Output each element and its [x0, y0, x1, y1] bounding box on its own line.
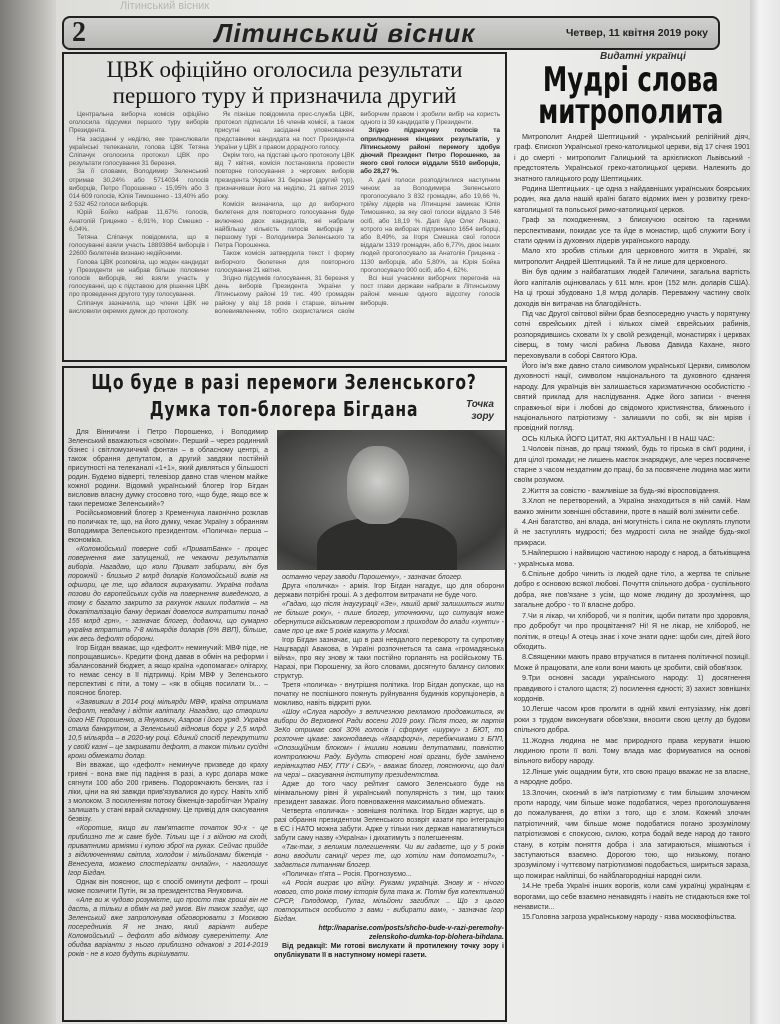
rubric-line: Точка — [466, 399, 494, 410]
paragraph: ОСЬ КІЛЬКА ЙОГО ЦИТАТ, ЯКІ АКТУАЛЬНІ І В НАШ ЧАС: — [522, 433, 715, 443]
paragraph: Ігор Бігдан зазначає, що в разі невдалого перевороту та супротиву Нацгвардії Авакова, в Україні розпочнеться та сама «громадянська війна», про яку знову ж таки постійно горланять на російському ТБ. Наразі, при Порошенку, за його словами, досягнуто балансу силових структур. — [274, 637, 504, 680]
headline-line-1: ЦВК офіційно оголосила результати — [106, 57, 463, 82]
headline-line-2: першого туру й призначила другий — [112, 83, 457, 108]
paragraph: Для Вінничини і Петро Порошенко, і Володимир Зеленський вважаються «своїми». Перший – через родинний бізнес і світломузичний фонтан – в обласному центрі, а також обрання депутатом, а другий завдяки постійній присутності на телеканалі «1+1», який дивляться у більшості родин. Будемо відверті, телевізор давно став членом майже кожної родини. Відомий український блогер Ігор Бігдан висловив власну думку стосовно того, «що буде, якщо все ж таки переможе Зеленський»? — [68, 429, 268, 508]
quote-item: 5.Найпершою і найвищою частиною народу є народ, а батьківщина - українська мова. — [514, 548, 750, 568]
paragraph: «Коломойський поверне собі «ПриватБанк» - процес повернення вже запущений, не чекаючи результатів виборів. Нагадаю, що коли Приват забирали, він був порожній - близько 2 млрд доларів Коломойський вивів на офшори, це те, що вдалося вирахувати. Україна подала позови до європейських судів на повернення виведеного, а тому є багато закрито за рахунок наших податків – на докапіталізацію банку державі довелося витратити понад 155 млрд грн», - зазначає блогер, додаючи, що сумарно україна втратить 7-8 мільярдів доларів (6% ВВП), більше, ніж весь дефолт оборони. — [68, 546, 268, 643]
left-column — [68, 428, 268, 1016]
caption-continuation: останню чергу заводи Порошенку», - зазначає блогер. — [282, 574, 463, 581]
paragraph: «Але ви ж чудово розумієте, що просто так гроші він не дасть, а тільки в обмін на ряд умов. Він також згадує, що Зеленський вже запропонував обговорювати з Москвою посередників. Я не знаю, який варіант вибере Коломойський – дефолт або відмову суверенітету. Але обидва варіанти з нього приблизно однакові з 2014-2019 років - не в кого будуть вирішувати. — [68, 897, 268, 958]
paragraph: Третя «поличка» - внутрішня політика. Ігор Бігдан допускає, що на початку не поспішного пожнуть руйнування будинків корупціонерів, а можливо, навіть відкриті руки. — [274, 682, 504, 707]
paragraph: «Так-так, з великим полегшенням. Чи ви гадаєте, що у 5 років вони вводили санкції через те, що хотіли нам допомогти?», - задається питанням блогер. — [274, 844, 504, 869]
blogger-photo — [277, 430, 505, 570]
rubric — [466, 399, 494, 423]
article-body — [69, 111, 500, 357]
paragraph: Окрім того, на підставі цього протоколу ЦВК від 7 квітня, комісія постановила провести повторне голосування з чергових виборів президента України 31 березня (другий тур), призначивши його на неділю, 21 квітня 2019 року. — [214, 152, 355, 201]
quote: «А Росія виграє цю війну. Руками українців. Знову ж - нічого нового, сто років тому історія була така ж. Потім був колективний СРСР, Голодомор, Гулаг, мільйони загиблих .. Що з цього повториться особисто з вами - вибирати вам», - зазначає Ігор Бігдан. — [274, 880, 504, 923]
quote-item: 8.Священики мають право втручатися в питання політичної позиції. Може й працювати, але коли вони мають це зробити, свій обов'язок. — [514, 652, 750, 672]
masthead — [62, 16, 720, 50]
side-rubric: Видатні українці — [600, 51, 686, 62]
newspaper-title: Літинський вісник — [214, 17, 476, 48]
paragraph: А далі голоси розподілилися наступним чином: за Володимира Зеленського проголосувало 3 832 громадян, або 19,66 %, трійку лідерів на Літинщині замикає Юлія Тимошенко, за яку свої голоси віддало 3 546 осіб, або 18,19 %. Далі йде Олег Ляшко, котрого на виборах підтримало 1654 виборці, або 8,49%, за Ігоря Смешка свої голоси віддали 1319 громадян, або 6,77%, двоє інших людей проголосувало за Анатолія Гриценка - 1130 виборців, або 5,80%, за Юрія Бойка проголосувало 900 осіб, або 4, 62%. — [360, 176, 500, 274]
paragraph: Граф за походженням, з блискучою освітою та гарними перспективами, покидає усе та йде в монастир, щоб служити Богу і стати одним із духовних лідерів українського народу. — [514, 215, 750, 246]
rubric-line: зору — [471, 411, 494, 422]
paragraph: За її словами, Володимир Зеленський отримав 30,24% або 5714034 голосів виборців, Петро Порошенко - 15,95% або 3 014 609 голосів, Юлія Тимошенко - 13,40% або 2 532 452 голоси виборців. — [69, 168, 209, 209]
paragraph: Всі інші учасники виборчих перегонів на пост глави держави набрали в Літинському районі менше одного відсотку голосів виборців. — [360, 275, 500, 307]
paragraph: Сліпачук зазначила, що члени ЦВК не висловили окремих думок до протоколу. — [69, 299, 209, 315]
paragraph: «Гадаю, що після інаугурації «Зе», нашій армії залишиться жити не більше року», - пише блогер, уточнюючи, що ситуація може обернутися військовим переворотом з приходом до влади «хунти» - саме про це вже 5 років кажуть у Москві. — [274, 601, 504, 635]
paragraph: Мало хто зробив стільки для церковного життя в Україні, як митрополит Андрей Шептицький. Та й не лише для церковного. — [514, 246, 750, 266]
quote-item: 14.Не треба Україні інших ворогів, коли самі українці українцям є ворогами, що себе взаємно ненавидять і навіть не стидаються вже тої ненависти... — [514, 881, 750, 912]
source-link[interactable]: http://naparise.com/posts/shcho-bude-v-razi-peremohy-zelenskoho-dumka-top-blohera-bihdana. — [318, 925, 504, 941]
paragraph: Ігор Бігдан вважає, що «дефолт» неминучий: МВФ піде, не попрощавшись». Кредити фонд давав в обмін на реформи і збалансований бюджет, а якщо країна «допомагає» олігарху, то немає сенсу в її підтримці. Крім МВФ у Зеленського перспективі є піти, а тому – «як в обіцяв посилати їх... – пояснює блогер. — [68, 645, 268, 697]
paragraph: Згідно підсумків голосування, 31 березня у день виборів Президента України у Літинському районі 19 тис. 490 громадян району у віці 18 років і старше, вільним волевиявленням, тобто скористалися своїм виборчим правом і зробили вибір на користь одного із 39 кандидатів у Президенти. — [214, 111, 500, 315]
paragraph: «Коротше, якщо ви пам'ятаєте початок 90-х - це приблизно те ж саме буде. Тільки ще і з війною на сході, приватними арміями і купою зброї на руках. Сейчас прийде з відключеннями світла, холодом і мільйонами біженців - Венесуела, можемо спостерігати онлайн», - наголошує Ігор Бігдан. — [68, 825, 268, 877]
paragraph: Його ім'я вже давно стало символом української Церкви, символом духовності нації, символом національного та духовного єднання народу. Для українців він залишається харизматичною особистістю - святий приклад для наслідування. Адже його записи - вчення справжньої віри і любові до свідомого християнства, ближнього і національного патріотизму - залишили по собі, як він мріяв і провідний погляд. — [514, 360, 750, 433]
paragraph: «Шоу «Слуга народу» з величезною рекламою продовжиться, як вибори до Верховної Ради восени 2019 року. Після того, як партія ЗеКо отримає свої 30% голосів і сформує «шурку» з БЮТ, то розпочне цікаве: законодавець «Кварфорчі», перебіжчиками з БПП, «Опозиційним блоком» і іншими новими депутатами, повністю контролюючи Раду. Будуть створені нові органи, буде замінено керівництво НБУ, ГПУ і СБУ», - вважає блогер, пояснюючи, що далі на черзі – скасування інституту президентства. — [274, 709, 504, 779]
paragraph: «Заявивши в 2014 році мільярди МВФ, країна отримала дефолт, невдачу і відтік капіталу. Нагадаю, що створили його НЕ Порошенко, а Янукович, Азаров і його уряд. Україна стала банкрутом, а Зеленський відновив борг у 2,5 млрд. 10,5 мільярда – в 2020-му році. Єдиний спосіб перекрутити у своїй казні – це закривати дефолт, а також тільки сусідні кроки обмежати долар. — [68, 699, 268, 760]
editorial-note: Ми готові вислухати й протилежну точку зору і опублікувати її в наступному номері газети. — [274, 943, 504, 959]
editorial-label: Від редакції: — [282, 943, 328, 950]
adjacent-page-right — [746, 0, 780, 1024]
paragraph: Центральна виборча комісія офіційно оголосила підсумки першого туру виборів Президента. — [69, 111, 209, 135]
quote-item: 11.Жодна людина не має природного права керувати іншою людиною проти її волі. Тому влада має формуватися на основі вільного вибору народу. — [514, 735, 750, 766]
paragraph: Юрій Бойко набрав 11,67% голосів, Анатолій Гриценко - 6,91%, Ігор Смешко - 6,04%. — [69, 209, 209, 233]
paragraph: Родина Шептицьких - це одна з найдавніших українських боярських родин, яка дала нашій країні багато відомих імен у розвитку греко-католицької та польської римо-католицької церков. — [514, 184, 750, 214]
adjacent-page-left — [0, 0, 58, 1024]
quote-item: 4.Ані багатство, ані влада, ані могутність і сила не окуплять глупоти й не заступлять мудрості; без мудрості сила не знайде будь-якої прикраси. — [514, 517, 750, 547]
quote-item: 7.Чи я лікар, чи хлібороб, чи я політик, щоби питати про здоровля, про добробут чи про процвітання? Ні! Я не лікар, не хлібороб, не політик, я отець! А отець знає і хоче знати одне: щоби син, дітей його обходить. — [514, 610, 750, 651]
side-article-body — [514, 132, 750, 1024]
right-column — [274, 573, 504, 1016]
page-number: 2 — [72, 17, 86, 48]
article-zelensky-opinion — [62, 366, 507, 1022]
quote-item: 15.Головна загроза українському народу - язва москвофільства. — [522, 912, 737, 922]
quote-item: 1.Чоловік пізнав, до праці тяжкий, будь то гірська в сім'ї родини, і для цілої громади; не лишень маєток знаряджує, але через посвячене старне з часом нездатним до праці, бо за посвячене людина має жити своїм розумом. — [514, 444, 750, 485]
quote-item: 10.Легше часом кров пролити в одній хвилі ентузіазму, ніж довгі роки з трудом виконувати обов'язки, вносити свою цеглу до будови спільного добра. — [514, 704, 750, 735]
issue-date: Четвер, 11 квітня 2019 року — [566, 27, 708, 39]
paragraph: Митрополит Андрей Шептицький - український релігійний діяч, граф. Єпископ Української греко-католицької церкви, від 17 січня 1901 і до смерті - митрополит Галицький та архієпископ Львівський - предстоятель Української греко-католицької церкви. Належить до знатного галицького роду Шептицьких. — [514, 132, 750, 183]
headline-line-1: Що буде в разі перемоги Зеленського? — [91, 370, 477, 394]
paragraph: Він був одним з найбагатших людей Галичини, загальна вартість його капіталів оцінювалась у 611 млн. крон (152 млн. доларів США). На ці гроші збудовано 1,8 млрд доларів. Переважну частину своїх доходів він витрачав на благодійність. — [514, 267, 750, 308]
quote-item: 12.Лінше уміє ощадним бути, хто свою працю вважає не за власне, а народне добро. — [514, 766, 750, 787]
article-election-results — [62, 52, 507, 362]
paragraph: Голова ЦВК розповіла, що жоден кандидат у Президенти не набрав більше половини голосів виборців, які взяли участь у голосуванні, що є підставою для рішення ЦВК про проведення другого туру голосування. — [69, 258, 209, 299]
paragraph: Тетяна Сліпачук повідомила, що в голосуванні взяли участь 18893864 виборців і 22600 бюлетенів визнано недійсними. — [69, 234, 209, 258]
paragraph: Друга «поличка» - армія. Ігор Бігдан нагадує, що для оборони держави потрібні гроші. А з дефолтом витрачати не буде чого. — [274, 583, 504, 599]
paragraph: Однак він пояснює, що є спосіб оминути дефолт – гроші може позичити Путін, як за президентства Януковича. — [68, 879, 268, 895]
quote-item: 2.Життя за совістю - важливіше за будь-які віросповідання. — [522, 485, 720, 495]
paragraph: Також комісія затвердила текст і форму виборчого бюлетеня для повторного голосування 21 квітня. — [214, 250, 355, 274]
side-headline: Мудрі слова митрополита — [538, 60, 724, 132]
quote-item: 3.Хлоп не перетворений, а Україна знаходиться в ній самій. Нам важко змінити зовнішні обставини, проте в нашій волі змінити себе. — [514, 496, 750, 516]
paragraph: Під час Другої світової війни брав безпосередню участь у порятунку сотні єврейських дітей і кількох сімей єврейських рабинів, розпорядившись сховати їх у своїй резиденції, монастирях і церквах сіверщ, в тому числі рабина Львова Давида Кахане, якого переховували в соборі Святого Юра. — [514, 308, 750, 360]
headline-line-2: Думка топ-блогера Бігдана — [149, 397, 419, 421]
paragraph: Російськомовний блогер з Кременчука лаконічно розклав по поличках те, що, на його думку, чекає Україну з обранням Володимира Зеленського президентом. «Поличка» перша – економіка. — [68, 510, 268, 544]
paragraph: Адже до того часу рейтинг самого Зеленського буде на мінімальному рівні й український популярність з тим, що таких президент заважає. Його повноваження максимально обмежать. — [274, 781, 504, 806]
paragraph: Він вважає, що «дефолт» неминуче призведе до краху гривні - вона вже під падіння в разі, а курс долара може сягнути 100 або 200 гривень. Подорожчають бензин, газ і ліки, ціни на які завжди прив'язувалися до курсу. Навіть хліб з молоком. З посиленням потоку біженців-заробітчан Україну залишать у стані вкрай складному. Це привід для скасування безвізу. — [68, 762, 268, 823]
quote-item: 13.Злочин, скоєний в ім'я патріотизму є тим більшим злочином проти народу, чим більше може подобатися, через проголошування до пожалування, до втіхи з того, що є злом. Кожний злочин патріотичний, чим більше може подобатися погано зрозумілому патріотизмові є спокусою, силою, котра бодай веде народ до такого стану, в котрім поняття добра і зла затираються, мішаються і заступаються взаємно. Дорогою тою, що низькому, погано зрозумілому і чуттєвому патріотизмові подобається, шириться зараза, що пожирає найліпші, бо найблагородніші народні сили. — [514, 787, 750, 880]
show-through-text: Літинський вісник — [120, 0, 210, 12]
quote-item: 9.Три основні засади українського народу: 1) досягнення правдивого і сталого щастя; 2) посилення єдності; 3) захист зовнішніх кордонів. — [514, 673, 750, 703]
photo-figure-body — [317, 518, 457, 570]
paragraph: Комісія визначила, що до виборчого бюлетеня для повторного голосування буде включено двох кандидатів, які набрали найбільшу кількість голосів виборців у першому турі - Володимира Зеленського та Петра Порошенка. — [214, 201, 355, 250]
paragraph: Четверта «поличка» - зовнішня політика. Ігор Бігдан жартує, що в разі обрання президентом Зеленського возвріт казати про інтеграцію в ЄС і НАТО можна забути. Адже у тільки них держав намагатимуться забути саму назву «Україна» і дихатимуть з полегшенням. — [274, 808, 504, 842]
paragraph: Як пізніше повідомила прес-служба ЦВК, протокол підписали 16 членів комісії, а також присутні на засіданні уповноважені представники кандидата на пост Президента України у ЦВК з правом дорадчого голосу. — [214, 111, 355, 151]
photo-figure-face — [347, 446, 409, 524]
quote-item: 6.Спільне добро чинить із людей одне тіло, а жертва те спільне добро є основою всякої любові. Почуття спільного добра - суспільного добра, яке пов'язане з усім, що може людину до зрозуміння, що загальне добро - то її власне добро. — [514, 569, 750, 610]
paragraph: «Поличка» п'ята – Росія. Прогнозуємо... — [282, 871, 412, 878]
paragraph-bold: Згідно підрахунку голосів та оприлюднення кінцевих результатів, у Літинському районі перемогу здобув діючий Президент Петро Порошенко, за якого свої голоси віддали 5510 виборців, або 28,27 %. — [360, 127, 500, 176]
paragraph: На засіданні у неділю, яке транслювали українські телеканали, голова ЦВК Тетяна Сліпачук оголосила протокол ЦВК про результати голосування 31 березня. — [69, 135, 209, 168]
